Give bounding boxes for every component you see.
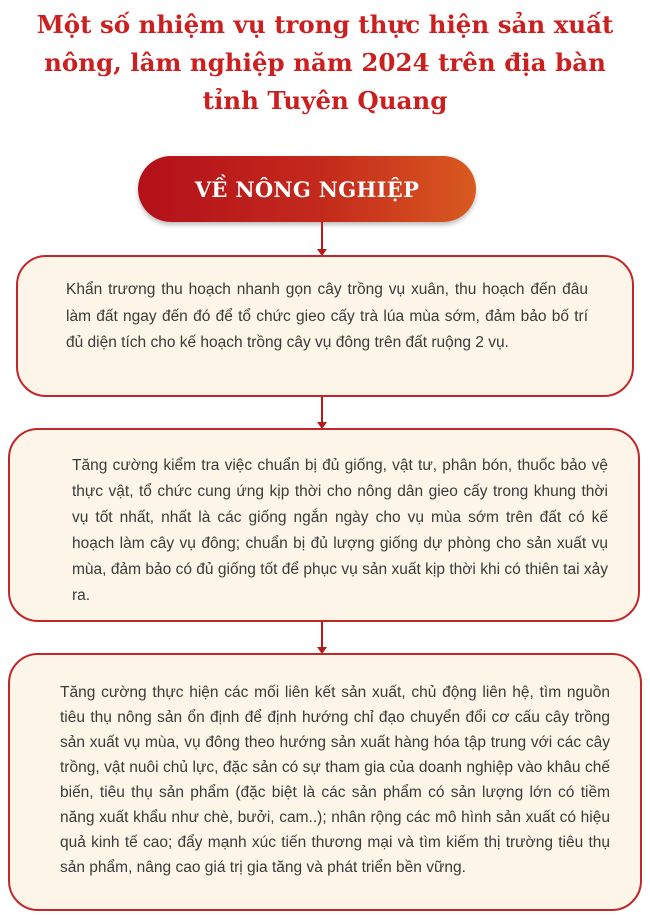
title-line-3: tỉnh Tuyên Quang — [202, 86, 448, 115]
task-box-1 — [16, 255, 634, 397]
arrow-down-icon — [321, 397, 323, 423]
section-header-pill — [138, 156, 476, 222]
section-header-label: VỀ NÔNG NGHIỆP — [194, 176, 420, 202]
arrow-down-icon — [321, 622, 323, 648]
task-text-2: Tăng cường kiểm tra việc chuẩn bị đủ giống, vật tư, phân bón, thuốc bảo vệ thực vật, tổ chức cung ứng kịp thời cho nông dân gieo cấy trong khung thời vụ tốt nhất, nhất là các giống ngắn ngày cho vụ mùa sớm trên đất có kế hoạch làm cây vụ đông; chuẩn bị đủ lượng giống dự phòng cho sản xuất vụ mùa, đảm bảo có đủ giống tốt để phục vụ sản xuất kịp thời khi có thiên tai xảy ra. — [72, 457, 608, 604]
task-text-1: Khẩn trương thu hoạch nhanh gọn cây trồng vụ xuân, thu hoạch đến đâu làm đất ngay đến đó để tổ chức gieo cấy trà lúa mùa sớm, đảm bảo bố trí đủ diện tích cho kế hoạch trồng cây vụ đông trên đất ruộng 2 vụ. — [66, 281, 588, 351]
arrow-down-icon — [321, 222, 323, 250]
title-line-2: nông, lâm nghiệp năm 2024 trên địa bàn — [44, 48, 606, 77]
page-title — [0, 6, 650, 120]
title-line-1: Một số nhiệm vụ trong thực hiện sản xuất — [36, 10, 614, 39]
task-box-3 — [8, 653, 642, 911]
task-box-2 — [8, 428, 640, 622]
task-text-3: Tăng cường thực hiện các mối liên kết sản xuất, chủ động liên hệ, tìm nguồn tiêu thụ nông sản ổn định để định hướng chỉ đạo chuyển đổi cơ cấu cây trồng sản xuất vụ mùa, vụ đông theo hướng sản xuất hàng hóa tập trung với các cây trồng, vật nuôi chủ lực, đặc sản có sự tham gia của doanh nghiệp vào khâu chế biến, tiêu thụ sản phẩm (đặc biệt là các sản phẩm có sản lượng lớn có tiềm năng xuất khẩu như chè, bưởi, cam..); nhân rộng các mô hình sản xuất có hiệu quả kinh tế cao; đẩy mạnh xúc tiến thương mại và tìm kiếm thị trường tiêu thụ sản phẩm, nâng cao giá trị gia tăng và phát triển bền vững. — [60, 684, 610, 876]
